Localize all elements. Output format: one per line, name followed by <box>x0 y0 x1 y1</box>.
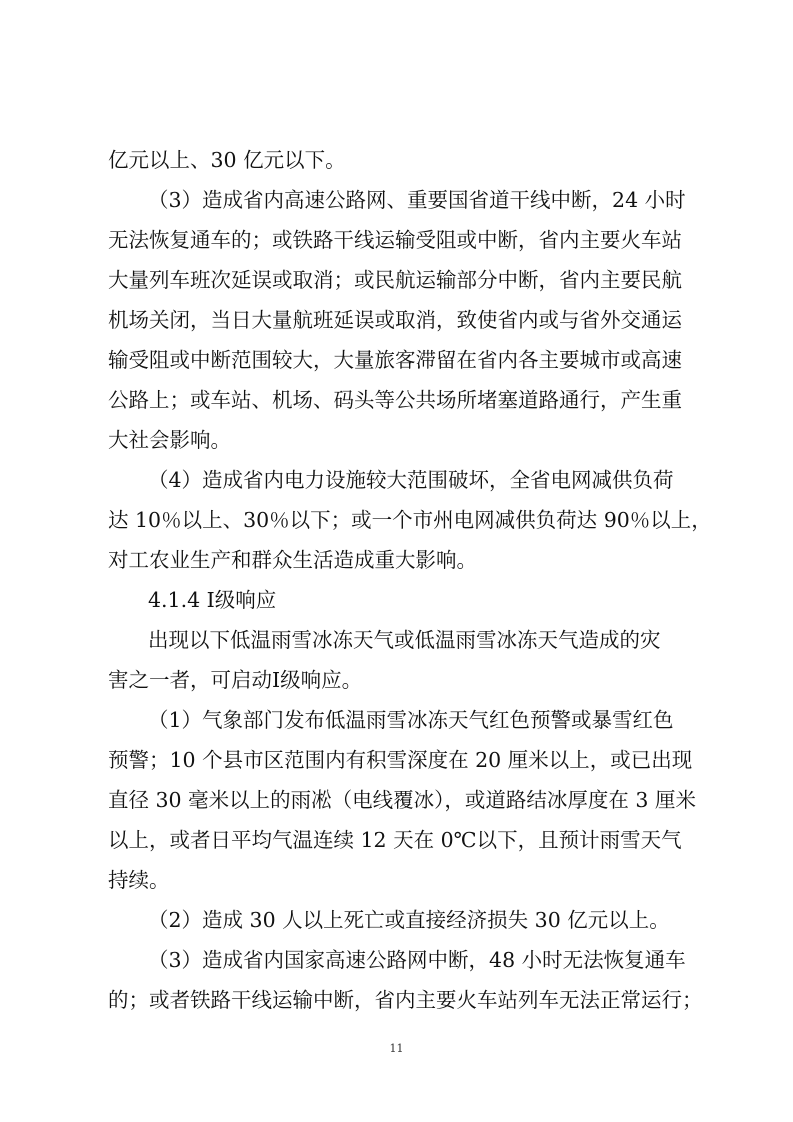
text-line: 直径 30 毫米以上的雨凇（电线覆冰），或道路结冰厚度在 3 厘米 <box>108 788 696 812</box>
text-line: （3）造成省内国家高速公路网中断，48 小时无法恢复通车 <box>148 948 686 972</box>
text-line: （3）造成省内高速公路网、重要国省道干线中断，24 小时 <box>148 188 686 212</box>
page-number: 11 <box>389 1042 404 1055</box>
text-line: （2）造成 30 人以上死亡或直接经济损失 30 亿元以上。 <box>148 908 670 932</box>
text-line: 输受阻或中断范围较大，大量旅客滞留在省内各主要城市或高速 <box>108 348 682 372</box>
text-line: 持续。 <box>108 868 170 892</box>
text-line: 大量列车班次延误或取消；或民航运输部分中断，省内主要民航 <box>108 268 682 292</box>
text-line: 大社会影响。 <box>108 428 231 452</box>
text-line: 预警；10 个县市区范围内有积雪深度在 20 厘米以上，或已出现 <box>108 748 693 772</box>
text-line: （4）造成省内电力设施较大范围破坏，全省电网减供负荷 <box>148 468 674 492</box>
text-line: 公路上；或车站、机场、码头等公共场所堵塞道路通行，产生重 <box>108 388 682 412</box>
text-line: 无法恢复通车的；或铁路干线运输受阻或中断，省内主要火车站 <box>108 228 682 252</box>
text-line: 对工农业生产和群众生活造成重大影响。 <box>108 548 477 572</box>
text-line: 机场关闭，当日大量航班延误或取消，致使省内或与省外交通运 <box>108 308 682 332</box>
text-line: （1）气象部门发布低温雨雪冰冻天气红色预警或暴雪红色 <box>148 708 674 732</box>
section-heading: 4.1.4 Ⅰ级响应 <box>148 588 277 612</box>
text-line: 以上，或者日平均气温连续 12 天在 0℃以下，且预计雨雪天气 <box>108 828 682 852</box>
text-line: 亿元以上、30 亿元以下。 <box>108 148 346 172</box>
text-line: 出现以下低温雨雪冰冻天气或低温雨雪冰冻天气造成的灾 <box>148 628 661 652</box>
text-line: 达 10％以上、30％以下；或一个市州电网减供负荷达 90％以上， <box>108 508 712 532</box>
text-line: 的；或者铁路干线运输中断，省内主要火车站列车无法正常运行； <box>108 988 703 1012</box>
text-line: 害之一者，可启动Ⅰ级响应。 <box>108 668 363 692</box>
